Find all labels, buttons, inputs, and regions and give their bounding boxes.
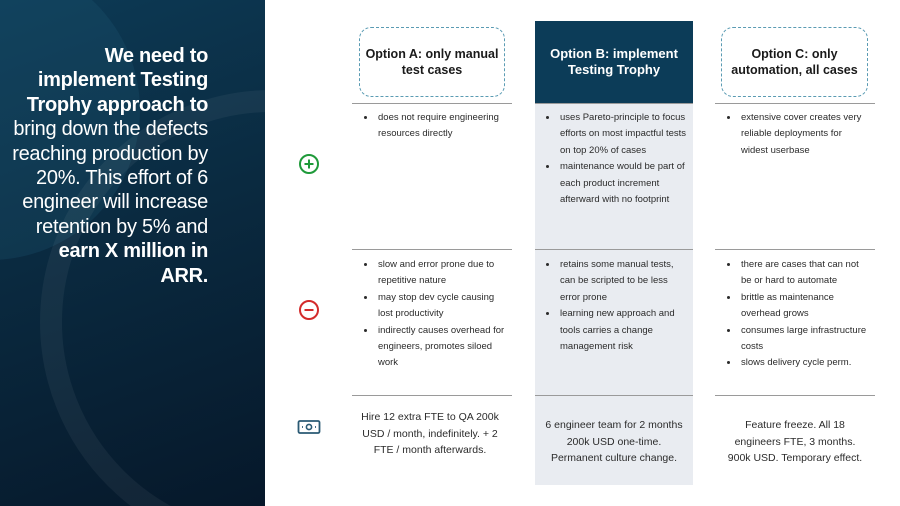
option-b-title: Option B: implement Testing Trophy (550, 46, 678, 77)
option-a-pros (358, 110, 508, 143)
list-item: • consumes large infrastructure costs (739, 323, 871, 356)
option-a-cost: Hire 12 extra FTE to QA 200k USD / month, indefinitely. + 2 FTE / month afterwards. (361, 411, 499, 456)
divider (715, 103, 875, 104)
divider (535, 395, 693, 396)
option-c-title: Option C: only automation, all cases (731, 47, 858, 77)
option-b-pros (540, 110, 690, 208)
list-item: • does not require engineering resources directly (376, 110, 508, 143)
option-c-header (721, 27, 868, 97)
list-item: • may stop dev cycle causing lost productivity (376, 290, 508, 323)
headline-body: bring down the defects reaching production by 20%. This effort of 6 engineer will increase retention by 5% and (12, 118, 208, 238)
plus-circle-icon (298, 153, 320, 175)
divider (715, 249, 875, 250)
divider (352, 103, 512, 104)
option-c-pros (721, 110, 871, 159)
divider (715, 395, 875, 396)
list-item: • there are cases that can not be or hard to automate (739, 257, 871, 290)
option-b-header (535, 21, 693, 103)
option-c-cost: Feature freeze. All 18 engineers FTE, 3 months. 900k USD. Temporary effect. (727, 419, 863, 464)
divider (535, 249, 693, 250)
divider (352, 395, 512, 396)
option-c-cons (721, 257, 871, 372)
option-b-cost: 6 engineer team for 2 months 200k USD one-time. Permanent culture change. (545, 419, 683, 464)
list-item: • maintenance would be part of each product increment afterward with no footprint (558, 159, 690, 208)
list-item: • slow and error prone due to repetitive nature (376, 257, 508, 290)
list-item: • learning new approach and tools carries a change management risk (558, 306, 690, 355)
headline-bold-intro: We need to implement Testing Trophy approach to (26, 45, 208, 116)
list-item: • extensive cover creates very reliable deployments for widest userbase (739, 110, 871, 159)
list-item: • uses Pareto-principle to focus efforts on most impactful tests on top 20% of cases (558, 110, 690, 159)
list-item: • slows delivery cycle perm. (739, 355, 871, 371)
option-a-header (359, 27, 505, 97)
divider (535, 103, 693, 104)
minus-circle-icon (298, 299, 320, 321)
left-panel (0, 0, 265, 506)
money-bill-icon (297, 419, 321, 435)
option-a-cons (358, 257, 508, 372)
headline-statement (8, 44, 208, 288)
list-item: • brittle as maintenance overhead grows (739, 290, 871, 323)
option-b-cons (540, 257, 690, 355)
divider (352, 249, 512, 250)
list-item: • retains some manual tests, can be scripted to be less error prone (558, 257, 690, 306)
list-item: • indirectly causes overhead for engineers, promotes siloed work (376, 323, 508, 372)
option-a-title: Option A: only manual test cases (365, 47, 499, 77)
headline-bold-outcome: earn X million in ARR. (58, 240, 208, 287)
